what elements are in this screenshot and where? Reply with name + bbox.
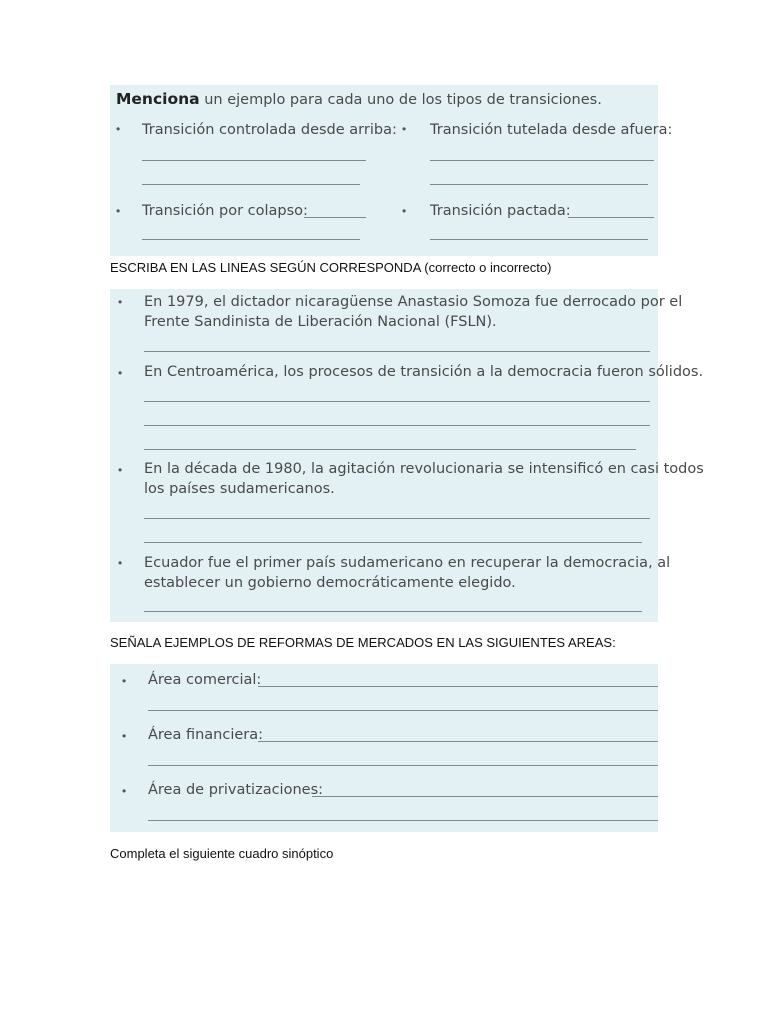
area-financiera-label: Área financiera: xyxy=(148,727,264,743)
item-tutelada: Transición tutelada desde afuera: xyxy=(430,122,673,138)
answer-line[interactable] xyxy=(568,217,654,218)
area-comercial-label: Área comercial: xyxy=(148,672,262,688)
statement-1-line-2: Frente Sandinista de Liberación Nacional (FSLN). xyxy=(144,314,497,330)
transitions-exercise-panel xyxy=(110,85,673,256)
statement-1-line-1: En 1979, el dictador nicaragüense Anastasio Somoza fue derrocado por el xyxy=(144,294,683,310)
answer-line[interactable] xyxy=(148,820,658,821)
bullet: • xyxy=(118,366,123,380)
answer-line[interactable] xyxy=(148,710,658,711)
answer-line[interactable] xyxy=(142,184,360,185)
bullet: • xyxy=(118,556,123,570)
bullet: • xyxy=(116,122,121,136)
statement-4-line-1: Ecuador fue el primer país sudamericano en recuperar la democracia, al xyxy=(144,555,671,571)
statement-2: En Centroamérica, los procesos de transición a la democracia fueron sólidos. xyxy=(144,364,704,380)
market-reforms-panel xyxy=(110,664,658,832)
answer-line[interactable] xyxy=(430,160,654,161)
item-controlada: Transición controlada desde arriba: xyxy=(142,122,397,138)
instruction-synoptic-chart: Completa el siguiente cuadro sinóptico xyxy=(110,846,334,861)
answer-line[interactable] xyxy=(312,796,658,797)
answer-line[interactable] xyxy=(430,184,648,185)
answer-line[interactable] xyxy=(258,741,658,742)
answer-line[interactable] xyxy=(144,401,650,402)
answer-line[interactable] xyxy=(430,239,648,240)
instruction-correct-incorrect: ESCRIBA EN LAS LINEAS SEGÚN CORRESPONDA (correcto o incorrecto) xyxy=(110,260,552,275)
bullet: • xyxy=(122,674,127,688)
title-bold-word: Menciona xyxy=(116,90,200,108)
bullet: • xyxy=(402,204,407,218)
answer-line[interactable] xyxy=(144,351,650,352)
statement-3-line-2: los países sudamericanos. xyxy=(144,481,335,497)
bullet: • xyxy=(116,204,121,218)
area-privatizaciones-label: Área de privatizaciones: xyxy=(148,782,324,798)
bullet: • xyxy=(118,463,123,477)
bullet: • xyxy=(122,729,127,743)
answer-line[interactable] xyxy=(144,611,642,612)
answer-line[interactable] xyxy=(148,765,658,766)
true-false-panel xyxy=(110,289,704,622)
answer-line[interactable] xyxy=(258,686,658,687)
instruction-market-reforms: SEÑALA EJEMPLOS DE REFORMAS DE MERCADOS EN LAS SIGUIENTES AREAS: xyxy=(110,635,616,650)
answer-line[interactable] xyxy=(144,425,650,426)
item-pactada: Transición pactada: xyxy=(430,203,571,219)
statement-4-line-2: establecer un gobierno democráticamente elegido. xyxy=(144,575,516,591)
statement-3-line-1: En la década de 1980, la agitación revolucionaria se intensificó en casi todos xyxy=(144,461,704,477)
bullet: • xyxy=(118,295,123,309)
answer-line[interactable] xyxy=(144,542,642,543)
bullet: • xyxy=(122,784,127,798)
answer-line[interactable] xyxy=(142,239,360,240)
answer-line[interactable] xyxy=(144,449,636,450)
answer-line[interactable] xyxy=(144,518,650,519)
answer-line[interactable] xyxy=(142,160,366,161)
item-colapso: Transición por colapso: xyxy=(142,203,308,219)
bullet: • xyxy=(402,122,407,136)
transitions-exercise-title xyxy=(116,89,602,110)
title-rest: un ejemplo para cada uno de los tipos de transiciones. xyxy=(199,92,602,108)
answer-line[interactable] xyxy=(304,217,366,218)
